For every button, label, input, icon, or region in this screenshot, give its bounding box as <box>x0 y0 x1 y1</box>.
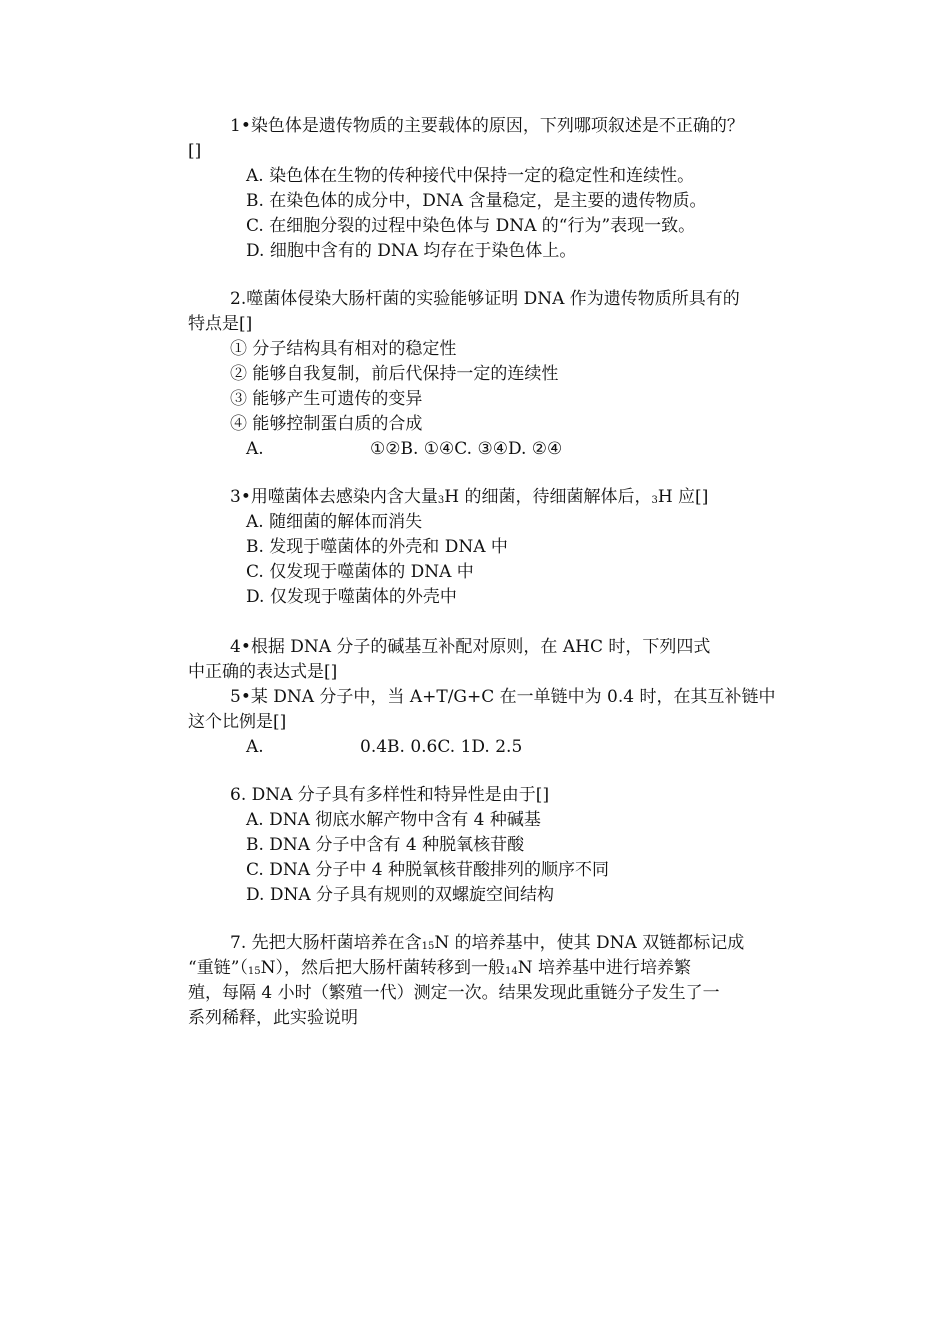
q1-option-b: B. 在染色体的成分中，DNA 含量稳定，是主要的遗传物质。 <box>246 191 707 211</box>
q7-line-2 <box>188 956 691 984</box>
q2-stem-cont: 特点是[] <box>188 314 253 334</box>
q1-stem: 1•染色体是遗传物质的主要载体的原因，下列哪项叙述是不正确的？ <box>230 116 744 136</box>
q2-item-1: ① 分子结构具有相对的稳定性 <box>230 339 457 359</box>
q1-option-d: D. 细胞中含有的 DNA 均存在于染色体上。 <box>246 241 577 261</box>
q4-stem: 4•根据 DNA 分子的碱基互补配对原则，在 AHC 时，下列四式 <box>230 637 711 657</box>
q3-stem <box>230 485 708 513</box>
q3-option-c: C. 仅发现于噬菌体的 DNA 中 <box>246 562 474 582</box>
q2-item-4: ④ 能够控制蛋白质的合成 <box>230 414 423 434</box>
q2-item-2: ② 能够自我复制，前后代保持一定的连续性 <box>230 364 559 384</box>
q3-isotope-2: 3 <box>651 495 658 506</box>
q5-options-rest: 0.4B. 0.6C. 1D. 2.5 <box>360 737 523 757</box>
q6-option-c: C. DNA 分子中 4 种脱氧核苷酸排列的顺序不同 <box>246 860 610 880</box>
q5-stem-cont: 这个比例是[] <box>188 712 287 732</box>
q7-line-4: 系列稀释，此实验说明 <box>188 1008 358 1028</box>
q3-option-a: A. 随细菌的解体而消失 <box>246 512 423 532</box>
q6-option-d: D. DNA 分子具有规则的双螺旋空间结构 <box>246 885 555 905</box>
q2-options-rest: ①②B. ①④C. ③④D. ②④ <box>370 439 563 459</box>
q6-option-a: A. DNA 彻底水解产物中含有 4 种碱基 <box>246 810 541 830</box>
q7-line-2-b: N），然后把大肠杆菌转移到一般 <box>260 958 505 978</box>
q7-line-3: 殖，每隔 4 小时（繁殖一代）测定一次。结果发现此重链分子发生了一 <box>188 983 720 1003</box>
q3-isotope-1: 3 <box>437 495 445 506</box>
q4-stem-cont: 中正确的表达式是[] <box>188 662 338 682</box>
q3-stem-c: H 应[] <box>657 487 709 507</box>
q1-option-c: C. 在细胞分裂的过程中染色体与 DNA 的“行为”表现一致。 <box>246 216 696 236</box>
q1-bracket: [] <box>188 141 202 161</box>
q2-option-a: A. <box>246 439 264 459</box>
q3-stem-b: H 的细菌，待细菌解体后， <box>444 487 652 507</box>
q2-item-3: ③ 能够产生可遗传的变异 <box>230 389 423 409</box>
q3-stem-a: 3•用噬菌体去感染内含大量 <box>230 487 438 507</box>
q7-line-2-a: “重链”（ <box>188 958 248 978</box>
q7-sub-14: 14 <box>505 966 518 977</box>
q7-line-2-c: N 培养基中进行培养繁 <box>517 958 692 978</box>
q1-option-a: A. 染色体在生物的传种接代中保持一定的稳定性和连续性。 <box>246 166 695 186</box>
q7-sub-15-b: 15 <box>247 966 261 977</box>
q3-option-d: D. 仅发现于噬菌体的外壳中 <box>246 587 457 607</box>
q7-line-1-b: N 的培养基中，使其 DNA 双链都标记成 <box>434 933 745 953</box>
q7-line-1-a: 7. 先把大肠杆菌培养在含 <box>230 933 422 953</box>
q5-option-a: A. <box>246 737 264 757</box>
q7-line-1 <box>230 931 744 959</box>
q7-sub-15-a: 15 <box>421 941 435 952</box>
q2-stem: 2.噬菌体侵染大肠杆菌的实验能够证明 DNA 作为遗传物质所具有的 <box>230 289 740 309</box>
q3-option-b: B. 发现于噬菌体的外壳和 DNA 中 <box>246 537 508 557</box>
q5-stem: 5•某 DNA 分子中，当 A+T/G+C 在一单链中为 0.4 时，在其互补链中 <box>230 687 776 707</box>
q6-stem: 6. DNA 分子具有多样性和特异性是由于[] <box>230 785 550 805</box>
q6-option-b: B. DNA 分子中含有 4 种脱氧核苷酸 <box>246 835 525 855</box>
